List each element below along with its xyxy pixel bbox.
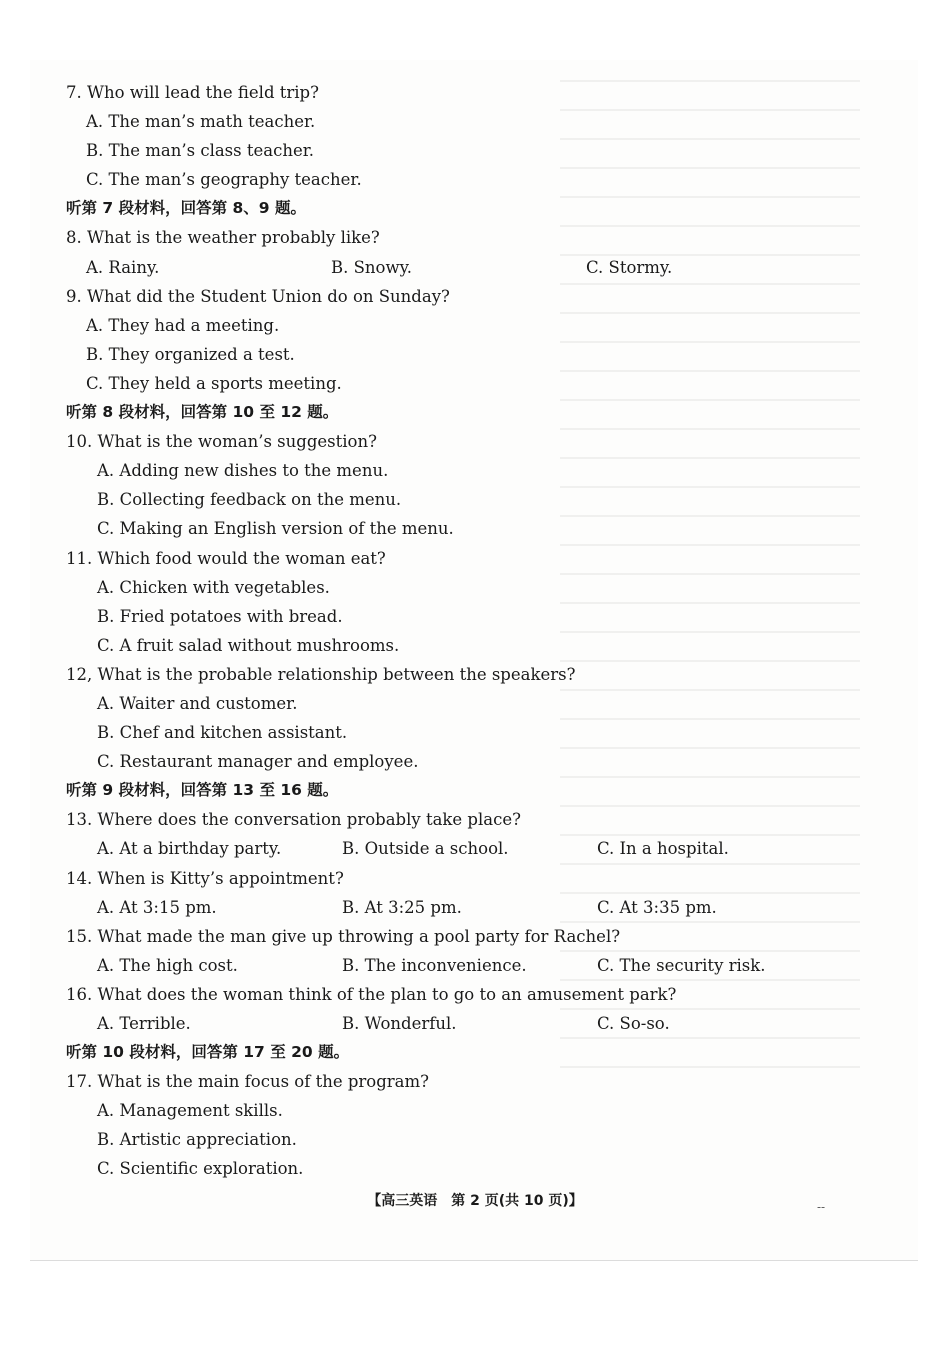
answer-option-row (66, 834, 806, 863)
answer-option: A. Waiter and customer. (97, 693, 298, 713)
answer-option: C. The man’s geography teacher. (86, 170, 362, 190)
question-stem: 10. What is the woman’s suggestion? (66, 432, 377, 452)
question-stem: 8. What is the weather probably like? (66, 228, 380, 248)
corner-mark: -- (817, 1200, 826, 1214)
answer-option: A. Terrible. (97, 1014, 191, 1033)
question-stem: 13. Where does the conversation probably take place? (66, 810, 521, 830)
answer-option: C. At 3:35 pm. (597, 897, 717, 917)
answer-option-row (66, 951, 806, 980)
question-stem: 9. What did the Student Union do on Sunday? (66, 286, 450, 306)
answer-option: B. Artistic appreciation. (97, 1130, 297, 1150)
question-stem: 16. What does the woman think of the plan to go to an amusement park? (66, 984, 677, 1004)
answer-option: B. Wonderful. (342, 1014, 457, 1033)
answer-option: A. Management skills. (97, 1101, 283, 1121)
answer-option-row (66, 893, 806, 922)
answer-option: A. Adding new dishes to the menu. (97, 461, 389, 481)
answer-option: C. They held a sports meeting. (86, 373, 342, 393)
answer-option: A. They had a meeting. (86, 315, 280, 335)
answer-option: C. So-so. (597, 1014, 670, 1033)
answer-option: B. Chef and kitchen assistant. (97, 723, 348, 743)
answer-option: C. Making an English version of the menu. (97, 519, 454, 539)
answer-option: C. In a hospital. (597, 839, 729, 859)
answer-option: A. The high cost. (97, 955, 238, 975)
answer-option: B. The man’s class teacher. (86, 141, 315, 161)
answer-option: A. At 3:15 pm. (97, 897, 217, 917)
answer-option: B. Outside a school. (342, 839, 509, 859)
page-footer: 【高三英语 第 2 页(共 10 页)】 (367, 1193, 583, 1209)
answer-option: A. Chicken with vegetables. (97, 577, 330, 597)
answer-option: C. Restaurant manager and employee. (97, 752, 419, 772)
answer-option: B. At 3:25 pm. (342, 897, 462, 917)
answer-option: A. The man’s math teacher. (86, 112, 316, 132)
question-list (66, 78, 806, 1184)
answer-option-row (66, 253, 806, 282)
answer-option: C. A fruit salad without mushrooms. (97, 635, 400, 655)
question-stem: 14. When is Kitty’s appointment? (66, 868, 344, 888)
question-stem: 7. Who will lead the field trip? (66, 83, 319, 102)
question-stem: 12, What is the probable relationship between the speakers? (66, 664, 576, 684)
answer-option: B. The inconvenience. (342, 955, 527, 975)
answer-option-row (66, 1009, 806, 1038)
section-instruction: 听第 9 段材料，回答第 13 至 16 题。 (66, 781, 339, 800)
question-stem: 15. What made the man give up throwing a pool party for Rachel? (66, 926, 621, 946)
answer-option: C. Stormy. (586, 257, 673, 277)
section-instruction: 听第 10 段材料，回答第 17 至 20 题。 (66, 1043, 350, 1062)
section-instruction: 听第 8 段材料，回答第 10 至 12 题。 (66, 403, 339, 422)
answer-option: C. Scientific exploration. (97, 1159, 304, 1179)
answer-option: A. Rainy. (86, 257, 160, 277)
answer-option: A. At a birthday party. (97, 839, 282, 859)
answer-option: B. They organized a test. (86, 344, 295, 364)
answer-option: B. Fried potatoes with bread. (97, 606, 343, 626)
question-stem: 11. Which food would the woman eat? (66, 548, 386, 568)
section-instruction: 听第 7 段材料，回答第 8、9 题。 (66, 199, 306, 218)
answer-option: B. Snowy. (331, 257, 412, 277)
answer-option: C. The security risk. (597, 955, 766, 975)
answer-option: B. Collecting feedback on the menu. (97, 490, 402, 510)
question-stem: 17. What is the main focus of the program? (66, 1072, 430, 1092)
